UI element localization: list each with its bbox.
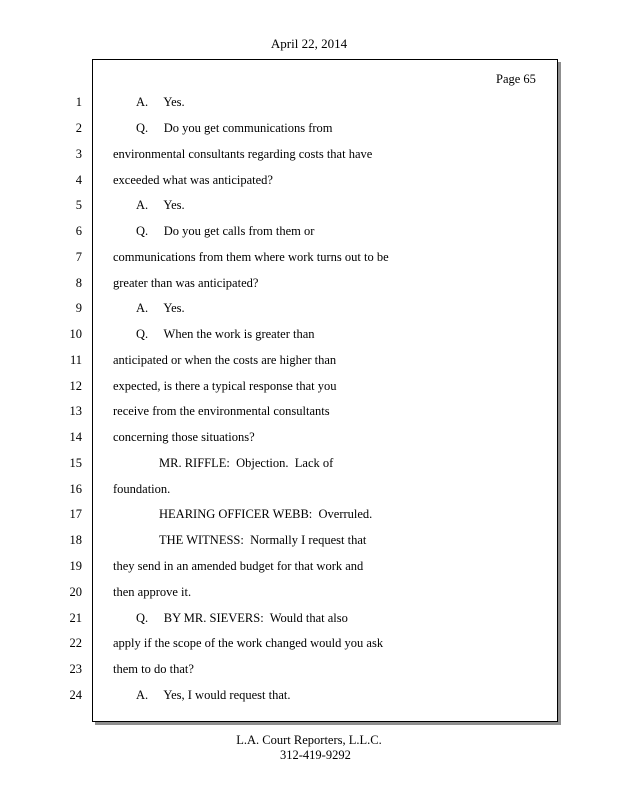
line-number: 7 <box>75 250 82 264</box>
line-text: A. Yes. <box>136 95 185 109</box>
line-text: exceeded what was anticipated? <box>113 173 273 187</box>
line-text: Q. BY MR. SIEVERS: Would that also <box>136 611 348 625</box>
line-text: then approve it. <box>113 585 192 599</box>
line-number: 12 <box>69 379 82 393</box>
footer-company: L.A. Court Reporters, L.L.C. <box>236 733 382 747</box>
line-number: 16 <box>69 482 82 496</box>
line-text: A. Yes, I would request that. <box>136 688 291 702</box>
line-text: foundation. <box>113 482 171 496</box>
line-number: 1 <box>75 95 82 109</box>
line-text: apply if the scope of the work changed would you ask <box>113 636 384 650</box>
line-text: receive from the environmental consultants <box>113 404 330 418</box>
line-number: 8 <box>75 276 82 290</box>
line-text: Q. When the work is greater than <box>136 327 315 341</box>
line-text: expected, is there a typical response that you <box>113 379 337 393</box>
line-number: 15 <box>69 456 82 470</box>
line-number: 17 <box>69 507 82 521</box>
line-number: 18 <box>69 533 82 547</box>
line-number: 2 <box>75 121 82 135</box>
line-number: 22 <box>69 636 82 650</box>
line-number: 20 <box>69 585 82 599</box>
line-text: A. Yes. <box>136 301 185 315</box>
line-number: 19 <box>69 559 82 573</box>
line-number: 13 <box>69 404 82 418</box>
line-number: 6 <box>75 224 82 238</box>
line-text: environmental consultants regarding costs that have <box>113 147 373 161</box>
footer-phone: 312-419-9292 <box>280 748 351 762</box>
line-number: 24 <box>69 688 82 702</box>
line-text: communications from them where work turns out to be <box>113 250 389 264</box>
line-number: 11 <box>69 353 82 367</box>
line-text: they send in an amended budget for that work and <box>113 559 364 573</box>
line-number: 4 <box>75 173 82 187</box>
line-number: 3 <box>75 147 82 161</box>
page-number: Page 65 <box>496 72 536 86</box>
line-text: Q. Do you get communications from <box>136 121 333 135</box>
line-text: HEARING OFFICER WEBB: Overruled. <box>159 507 373 521</box>
line-number: 23 <box>69 662 82 676</box>
line-text: anticipated or when the costs are higher than <box>113 353 337 367</box>
line-number: 21 <box>69 611 82 625</box>
line-text: A. Yes. <box>136 198 185 212</box>
line-text: them to do that? <box>113 662 194 676</box>
header-date: April 22, 2014 <box>270 36 348 51</box>
line-text: THE WITNESS: Normally I request that <box>159 533 367 547</box>
line-number: 14 <box>69 430 82 444</box>
line-text: MR. RIFFLE: Objection. Lack of <box>159 456 334 470</box>
line-text: Q. Do you get calls from them or <box>136 224 315 238</box>
line-number: 5 <box>75 198 82 212</box>
line-number: 10 <box>69 327 82 341</box>
line-text: concerning those situations? <box>113 430 255 444</box>
line-text: greater than was anticipated? <box>113 276 259 290</box>
line-number: 9 <box>75 301 82 315</box>
